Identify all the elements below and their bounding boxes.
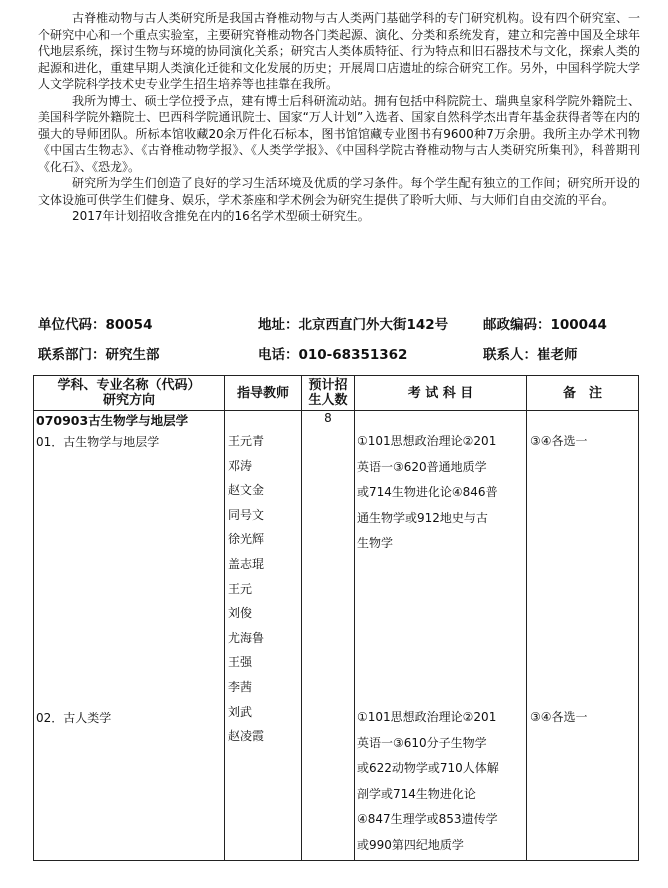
header-subject-name: 学科、专业名称（代码） — [57, 378, 201, 393]
exam-line: 英语一③620普通地质学 — [357, 459, 487, 474]
advisor-name: 王强 — [228, 655, 253, 670]
note-cell — [527, 411, 639, 861]
unit-code: 单位代码：80054 — [38, 317, 153, 333]
exam-line: ④847生理学或853遗传学 — [357, 812, 498, 826]
exam-line: 生物学 — [357, 536, 394, 550]
advisor-name: 李茜 — [228, 679, 253, 694]
intro-section — [38, 10, 640, 225]
quota-cell: 8 — [302, 411, 355, 861]
header-quota: 预计招生人数 — [302, 376, 355, 411]
phone: 电话：010-68351362 — [258, 347, 408, 363]
advisor-name: 赵文金 — [228, 483, 265, 498]
advisor-name: 刘俊 — [228, 606, 253, 621]
admission-table — [33, 375, 639, 861]
direction-cell — [34, 411, 225, 861]
advisor-name: 徐光辉 — [228, 532, 265, 547]
note-text: ③④各选一 — [530, 710, 588, 724]
postcode: 邮政编码：100044 — [483, 317, 607, 333]
table-header-row — [34, 376, 639, 411]
intro-paragraph: 2017年计划招收含推免在内的16名学术型硕士研究生。 — [72, 209, 370, 223]
direction-name: 01．古生物学与地层学 — [36, 435, 160, 449]
advisor-name: 王元青 — [228, 434, 265, 448]
exam-line: 剖学或714生物进化论 — [357, 786, 476, 801]
header-advisor: 指导教师 — [225, 376, 302, 411]
advisor-name: 赵凌霞 — [228, 729, 265, 744]
advisor-name: 盖志琨 — [228, 556, 265, 571]
exam-subjects — [355, 429, 498, 557]
intro-paragraph: 古脊椎动物与古人类研究所是我国古脊椎动物与古人类两门基础学科的专门研究机构。设有四个研究室、一个研究中心和一个重点实验室，主要研究脊椎动物各门类起源、演化、分类和系统发育，建立和完善中国及全球年代地层系统，探讨生物与环境的协同演化关系；研究古人类体质特征、行为特点和旧石器技术与文化，探索人类的起源和进化，重建早期人类演化迁徙和文化发展的历史；开展周口店遗址的综合研究工作。另外，中国科学院大学人文学院科学技术史专业学生招生培养等也挂靠在我所。 — [38, 11, 640, 91]
intro-paragraph: 我所为博士、硕士学位授予点，建有博士后科研流动站。拥有包括中科院院士、瑞典皇家科学院外籍院士、美国科学院外籍院士、巴西科学院通讯院士、国家“万人计划”入选者、国家自然科学杰出青年基金获得者等在内的强大的导师团队。所标本馆收藏20余万件化石标本，图书馆馆藏专业图书有9600种7万余册。我所主办学术刊物《中国古生物志》、《古脊椎动物学报》、《人类学学报》、《中国科学院古脊椎动物与古人类研究所集刊》，科普期刊《化石》、《恐龙》。 — [38, 93, 640, 174]
header-direction: 研究方向 — [102, 393, 155, 408]
exam-line: 通生物学或912地史与古 — [357, 510, 488, 525]
exam-cell — [355, 411, 527, 861]
subject-code: 070903古生物学与地层学 — [36, 413, 189, 428]
contact-department: 联系部门：研究生部 — [38, 347, 160, 363]
exam-line: ①101思想政治理论②201 — [357, 434, 497, 448]
advisor-name: 邓涛 — [228, 458, 253, 473]
header-note: 备 注 — [527, 376, 639, 411]
advisor-name: 刘武 — [228, 704, 253, 719]
direction-name: 02．古人类学 — [36, 711, 112, 725]
contact-person: 联系人：崔老师 — [483, 347, 578, 363]
exam-line: 或622动物学或710人体解 — [357, 761, 499, 775]
table-body-row — [34, 411, 639, 861]
exam-subjects — [355, 705, 499, 858]
header-subject — [34, 376, 225, 411]
header-exam: 考 试 科 目 — [355, 376, 527, 411]
exam-line: ①101思想政治理论②201 — [357, 710, 497, 724]
exam-line: 英语一③610分子生物学 — [357, 735, 487, 750]
advisor-name: 王元 — [228, 581, 253, 596]
advisor-name: 尤海鲁 — [228, 630, 265, 645]
advisor-cell — [225, 411, 302, 861]
address: 地址：北京西直门外大街142号 — [258, 317, 449, 333]
note-text: ③④各选一 — [530, 434, 588, 448]
exam-line: 或990第四纪地质学 — [357, 837, 464, 852]
exam-line: 或714生物进化论④846普 — [357, 485, 498, 499]
intro-paragraph: 研究所为学生们创造了良好的学习生活环境及优质的学习条件。每个学生配有独立的工作间；研究所开设的文体设施可供学生们健身、娱乐，学术茶座和学术例会为研究生提供了聆听大师、与大师们自由交流的平台。 — [38, 176, 640, 207]
advisor-name: 同号文 — [228, 507, 265, 522]
